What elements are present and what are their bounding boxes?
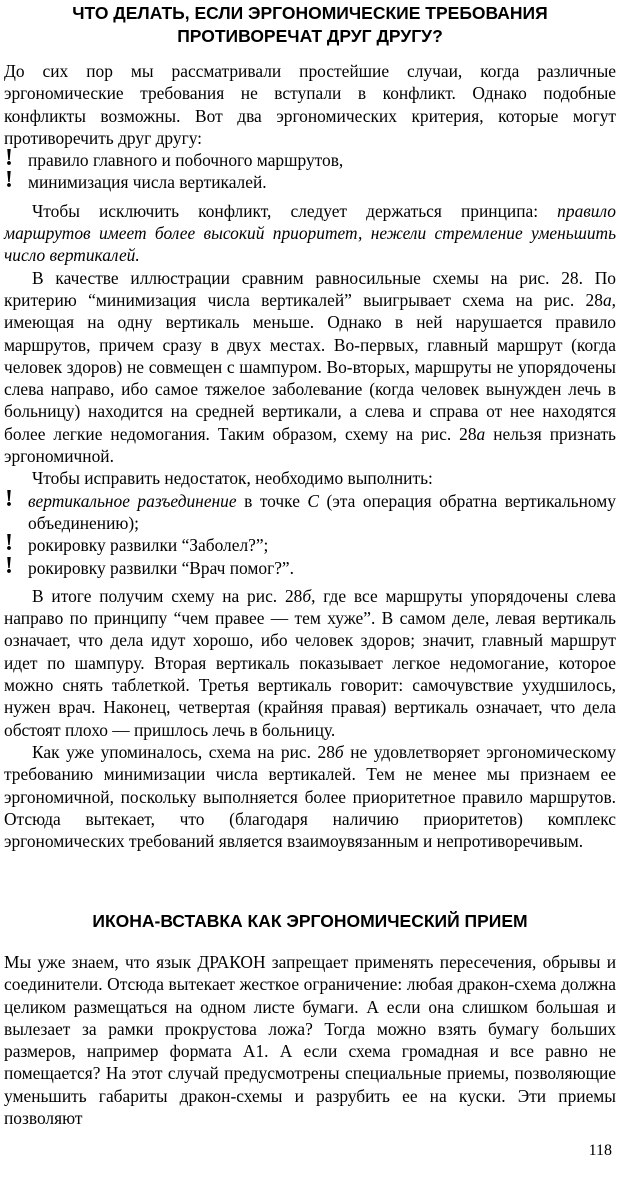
exclamation-bullet-icon: ! <box>5 552 13 579</box>
fix-text: рокировку развилки “Врач помог?”. <box>28 557 294 578</box>
list-item-criterion-1 <box>4 145 616 172</box>
section-body-icon-insert <box>4 951 616 1129</box>
list-item-fix-2 <box>4 530 616 557</box>
list-item-criterion-2 <box>4 167 616 194</box>
principle-italic: правило маршрутов имеет более высокий приоритет, нежели стремление уменьшить число вертикалей. <box>4 200 616 266</box>
list-item-fix-1 <box>4 485 616 535</box>
criterion-text: правило главного и побочного маршрутов, <box>28 150 344 171</box>
criterion-text: минимизация числа вертикалей. <box>28 172 267 193</box>
paragraph-summary: Как уже упоминалось, схема на рис. 28б не удовлетворяет эргономическому требованию минимизации числа вертикалей. Тем не менее мы признаем ее эргономичной, поскольку выполняется более приоритетное правило маршрутов. Отсюда вытекает, что (благодаря наличию приоритетов) комплекс эргономических требований является взаимоувязанным и непротиворечивым. <box>4 741 616 852</box>
heading-line-2: ПРОТИВОРЕЧАТ ДРУГ ДРУГУ? <box>177 26 443 46</box>
paragraph-intro: До сих пор мы рассматривали простейшие случаи, когда различные эргономические требования не вступали в конфликт. Однако подобные конфликты возможны. Вот два эргономических критерия, которые могут противоречить друг другу: <box>4 61 616 148</box>
paragraph-fix-intro: Чтобы исправить недостаток, необходимо выполнить: <box>32 468 433 489</box>
exclamation-bullet-icon: ! <box>5 145 13 172</box>
page-number: 118 <box>588 1142 612 1159</box>
paragraph-illustration: В качестве иллюстрации сравним равносильные схемы на рис. 28. По критерию “минимизация числа вертикалей” выигрывает схема на рис. 28а, имеющая на одну вертикаль меньше. Однако в ней нарушается правило маршрутов, причем сразу в двух местах. Во-первых, главный маршрут (когда человек здоров) не совмещен с шампуром. Во-вторых, маршруты не упорядочены слева направо, ибо самое тяжелое заболевание (когда человек вынужден лечь в больницу) находится на средней вертикали, а слева и справа от нее находятся более легкие недомогания. Таким образом, схему на рис. 28а нельзя признать эргономичной. <box>4 267 616 467</box>
list-item-fix-3 <box>4 552 616 579</box>
paragraph-result: В итоге получим схему на рис. 28б, где все маршруты упорядочены слева направо по принципу “чем правее — тем хуже”. В самом деле, левая вертикаль означает, что дела идут хорошо, ибо человек здоров; значит, главный маршрут идет по шампуру. Вторая вертикаль показывает легкое недомогание, которое можно снять таблеткой. Третья вертикаль говорит: самочувствие ухудшилось, нужен врач. Наконец, четвертая (крайняя правая) вертикаль означает, что дела обстоят плохо — пришлось лечь в больницу. <box>4 585 616 740</box>
exclamation-bullet-icon: ! <box>5 530 13 557</box>
fix-text: вертикальное разъединение в точке С (эта операция обратна вертикальному объединению); <box>28 490 616 533</box>
heading-line-1: ЧТО ДЕЛАТЬ, ЕСЛИ ЭРГОНОМИЧЕСКИЕ ТРЕБОВАНИЯ <box>72 3 548 23</box>
paragraph-principle: Чтобы исключить конфликт, следует держаться принципа: правило маршрутов имеет более высокий приоритет, нежели стремление уменьшить число вертикалей. <box>4 200 616 266</box>
section-heading-conflicts <box>0 2 620 48</box>
section-body-conflicts <box>4 60 616 852</box>
paragraph-icon-insert: Мы уже знаем, что язык ДРАКОН запрещает применять пересечения, обрывы и соединители. Отсюда вытекает жесткое ограничение: любая дракон-схема должна целиком размещаться на одном листе бумаги. А если она слишком большая и вылезает за рамки прокрустова ложа? Тогда можно взять бумагу больших размеров, например формата А1. А если схема громадная и все равно не помещается? На этот случай предусмотрены специальные приемы, позволяющие уменьшить габариты дракон-схемы и разрубить ее на куски. Эти приемы позволяют <box>4 952 616 1129</box>
exclamation-bullet-icon: ! <box>5 485 13 512</box>
exclamation-bullet-icon: ! <box>5 167 13 194</box>
section-heading-icon-insert: ИКОНА-ВСТАВКА КАК ЭРГОНОМИЧЕСКИЙ ПРИЕМ <box>92 911 528 931</box>
fix-text: рокировку развилки “Заболел?”; <box>28 535 269 556</box>
